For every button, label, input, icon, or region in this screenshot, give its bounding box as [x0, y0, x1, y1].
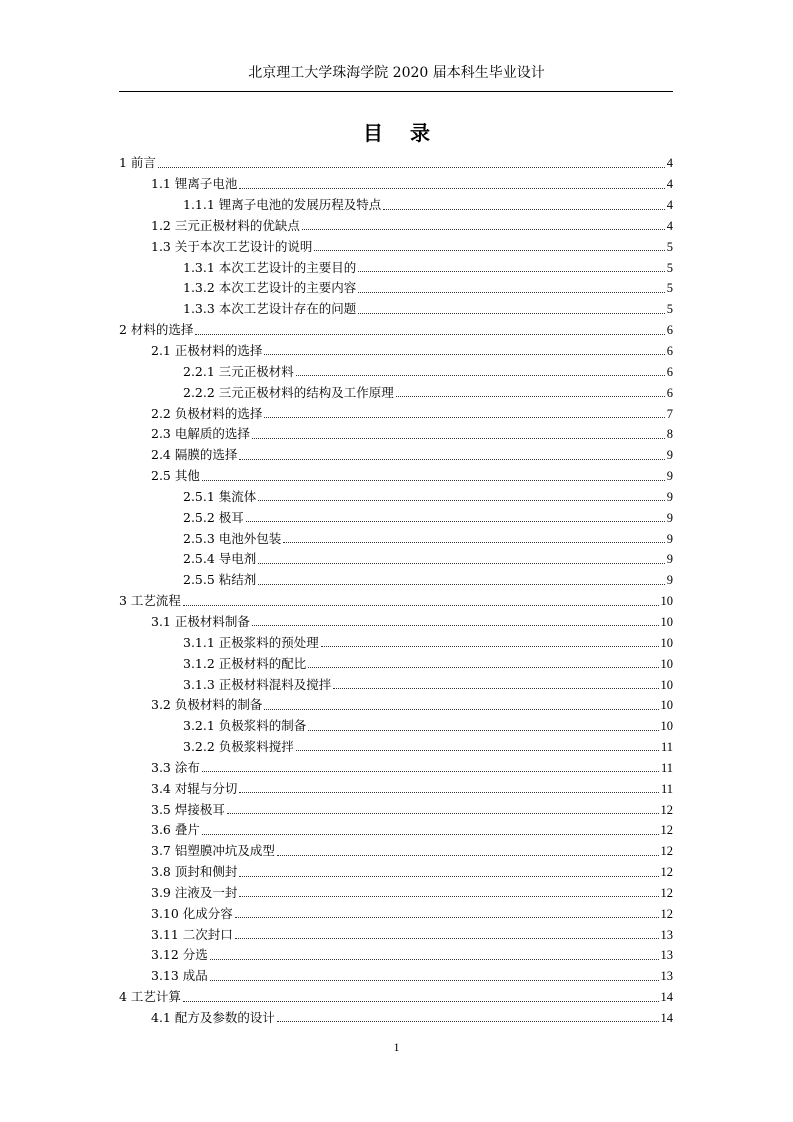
toc-entry[interactable] — [119, 632, 673, 653]
toc-entry-page: 13 — [660, 969, 673, 984]
toc-entry[interactable] — [119, 841, 673, 862]
dot-leader — [252, 625, 659, 626]
dot-leader — [258, 563, 664, 564]
toc-entry[interactable] — [119, 507, 673, 528]
dot-leader — [239, 896, 658, 897]
toc-entry[interactable] — [119, 966, 673, 987]
toc-entry-page: 13 — [660, 927, 673, 942]
toc-entry-page: 11 — [660, 760, 673, 775]
toc-entry[interactable] — [119, 945, 673, 966]
toc-entry-page: 12 — [660, 906, 673, 921]
dot-leader — [183, 1001, 659, 1002]
toc-entry[interactable] — [119, 570, 673, 591]
toc-entry[interactable] — [119, 216, 673, 237]
toc-entry-label: 2.5.3 电池外包装 — [183, 530, 282, 546]
toc-entry[interactable] — [119, 341, 673, 362]
dot-leader — [202, 480, 665, 481]
toc-entry-label: 1 前言 — [119, 155, 156, 171]
toc-entry-label: 2.2 负极材料的选择 — [151, 405, 263, 421]
toc-entry[interactable] — [119, 528, 673, 549]
toc-entry[interactable] — [119, 236, 673, 257]
toc-entry-label: 2.3 电解质的选择 — [151, 426, 250, 442]
toc-entry-label: 3.3 涂布 — [151, 759, 200, 775]
toc-entry-label: 4.1 配方及参数的设计 — [151, 1010, 275, 1026]
toc-entry-page: 10 — [660, 719, 673, 734]
toc-entry[interactable] — [119, 195, 673, 216]
toc-entry[interactable] — [119, 653, 673, 674]
toc-entry-label: 3.4 对辊与分切 — [151, 780, 238, 796]
toc-entry-page: 9 — [666, 489, 673, 504]
toc-entry-label: 3.1.1 正极浆料的预处理 — [183, 634, 319, 650]
toc-entry-page: 10 — [660, 656, 673, 671]
toc-entry-page: 4 — [666, 198, 673, 213]
dot-leader — [283, 542, 664, 543]
toc-entry-label: 3.7 铝塑膜冲坑及成型 — [151, 843, 275, 859]
toc-entry-page: 5 — [666, 302, 673, 317]
toc-entry[interactable] — [119, 674, 673, 695]
toc-entry-page: 5 — [666, 260, 673, 275]
toc-entry-label: 2.5 其他 — [151, 468, 200, 484]
dot-leader — [277, 1021, 659, 1022]
toc-entry-page: 12 — [660, 802, 673, 817]
dot-leader — [308, 667, 658, 668]
toc-entry-page: 9 — [666, 531, 673, 546]
toc-entry-page: 5 — [666, 281, 673, 296]
toc-entry-page: 6 — [666, 385, 673, 400]
toc-entry[interactable] — [119, 757, 673, 778]
toc-entry-page: 12 — [660, 865, 673, 880]
toc-entry[interactable] — [119, 862, 673, 883]
toc-entry-label: 3.10 化成分容 — [151, 905, 233, 921]
toc-entry-label: 1.2 三元正极材料的优缺点 — [151, 217, 300, 233]
dot-leader — [358, 292, 664, 293]
dot-leader — [239, 188, 664, 189]
toc-entry-label: 3.6 叠片 — [151, 822, 200, 838]
toc-entry[interactable] — [119, 278, 673, 299]
dot-leader — [195, 334, 664, 335]
toc-entry[interactable] — [119, 924, 673, 945]
dot-leader — [308, 730, 658, 731]
toc-entry-label: 2.5.2 极耳 — [183, 509, 244, 525]
toc-entry[interactable] — [119, 987, 673, 1008]
page-number: 1 — [393, 1040, 400, 1054]
header-divider — [119, 91, 673, 92]
toc-entry-page: 10 — [660, 614, 673, 629]
toc-entry-label: 1.1.1 锂离子电池的发展历程及特点 — [183, 197, 382, 213]
toc-entry-label: 3.2.2 负极浆料搅拌 — [183, 739, 294, 755]
toc-entry[interactable] — [119, 174, 673, 195]
toc-entry-label: 1.3 关于本次工艺设计的说明 — [151, 238, 313, 254]
toc-entry-page: 4 — [666, 156, 673, 171]
toc-entry[interactable] — [119, 487, 673, 508]
toc-entry-page: 7 — [666, 406, 673, 421]
toc-entry[interactable] — [119, 737, 673, 758]
toc-entry-page: 9 — [666, 469, 673, 484]
dot-leader — [321, 646, 659, 647]
toc-entry-page: 10 — [660, 677, 673, 692]
toc-entry-page: 6 — [666, 323, 673, 338]
toc-entry[interactable] — [119, 382, 673, 403]
dot-leader — [227, 813, 659, 814]
toc-entry[interactable] — [119, 424, 673, 445]
toc-entry-page: 5 — [666, 239, 673, 254]
toc-entry-label: 2.5.4 导电剂 — [183, 551, 257, 567]
toc-entry-page: 8 — [666, 427, 673, 442]
toc-entry-page: 12 — [660, 885, 673, 900]
dot-leader — [264, 709, 658, 710]
dot-leader — [235, 917, 659, 918]
dot-leader — [383, 209, 664, 210]
dot-leader — [296, 375, 665, 376]
toc-entry-page: 9 — [666, 573, 673, 588]
toc-entry-page: 10 — [660, 698, 673, 713]
toc-entry[interactable] — [119, 549, 673, 570]
toc-entry-label: 3.9 注液及一封 — [151, 884, 238, 900]
toc-entry[interactable] — [119, 883, 673, 904]
toc-entry[interactable] — [119, 716, 673, 737]
toc-entry-page: 12 — [660, 823, 673, 838]
toc-entry-label: 3.2.1 负极浆料的制备 — [183, 718, 307, 734]
toc-entry-label: 2.2.1 三元正极材料 — [183, 363, 294, 379]
toc-entry-page: 10 — [660, 594, 673, 609]
toc-entry-label: 3.12 分选 — [151, 947, 208, 963]
toc-entry-label: 1.3.1 本次工艺设计的主要目的 — [183, 259, 357, 275]
toc-entry-page: 14 — [660, 1011, 673, 1026]
toc-entry-label: 3.11 二次封口 — [151, 926, 233, 942]
toc-entry[interactable] — [119, 695, 673, 716]
dot-leader — [202, 834, 659, 835]
dot-leader — [158, 167, 665, 168]
toc-entry-label: 1.3.3 本次工艺设计存在的问题 — [183, 301, 357, 317]
toc-entry-page: 9 — [666, 552, 673, 567]
dot-leader — [239, 876, 658, 877]
toc-entry-label: 4 工艺计算 — [119, 989, 181, 1005]
toc-entry-page: 13 — [660, 948, 673, 963]
dot-leader — [202, 771, 659, 772]
toc-entry-page: 11 — [660, 781, 673, 796]
toc-entry-page: 12 — [660, 844, 673, 859]
toc-entry[interactable] — [119, 257, 673, 278]
toc-entry[interactable] — [119, 612, 673, 633]
page-title: 目 录 — [363, 121, 440, 145]
toc-entry-page: 9 — [666, 448, 673, 463]
dot-leader — [252, 438, 665, 439]
toc-entry-label: 3.1 正极材料制备 — [151, 613, 250, 629]
dot-leader — [358, 313, 664, 314]
dot-leader — [210, 980, 659, 981]
dot-leader — [296, 750, 659, 751]
dot-leader — [239, 792, 659, 793]
toc-entry-page: 10 — [660, 635, 673, 650]
toc-entry-label: 3.1.2 正极材料的配比 — [183, 655, 307, 671]
toc-entry[interactable] — [119, 445, 673, 466]
toc-entry[interactable] — [119, 403, 673, 424]
dot-leader — [302, 229, 665, 230]
dot-leader — [333, 688, 658, 689]
toc-entry-label: 2.1 正极材料的选择 — [151, 343, 263, 359]
toc-entry-label: 1.1 锂离子电池 — [151, 176, 238, 192]
toc-entry-label: 2 材料的选择 — [119, 322, 194, 338]
toc-entry-label: 2.5.5 粘结剂 — [183, 572, 257, 588]
toc-entry[interactable] — [119, 1008, 673, 1029]
toc-entry-page: 9 — [666, 510, 673, 525]
toc-entry-page: 6 — [666, 364, 673, 379]
running-header: 北京理工大学珠海学院 2020 届本科生毕业设计 — [248, 65, 545, 81]
toc-entry-page: 4 — [666, 218, 673, 233]
toc-entry[interactable] — [119, 466, 673, 487]
toc-entry[interactable] — [119, 153, 673, 174]
dot-leader — [314, 250, 664, 251]
toc-entry[interactable] — [119, 299, 673, 320]
toc-entry[interactable] — [119, 820, 673, 841]
dot-leader — [277, 855, 659, 856]
toc-entry-page: 6 — [666, 344, 673, 359]
dot-leader — [264, 417, 664, 418]
dot-leader — [358, 271, 664, 272]
toc-entry-page: 14 — [660, 990, 673, 1005]
toc-entry-label: 3.1.3 正极材料混料及搅拌 — [183, 676, 332, 692]
toc-entry-label: 3.5 焊接极耳 — [151, 801, 225, 817]
toc-entry-page: 11 — [660, 740, 673, 755]
dot-leader — [258, 584, 664, 585]
toc-entry-label: 3.2 负极材料的制备 — [151, 697, 263, 713]
dot-leader — [396, 396, 665, 397]
toc-entry-page: 4 — [666, 177, 673, 192]
toc-entry-label: 2.5.1 集流体 — [183, 488, 257, 504]
toc-entry-label: 3 工艺流程 — [119, 593, 181, 609]
toc-entry-label: 3.8 顶封和侧封 — [151, 864, 238, 880]
dot-leader — [235, 938, 659, 939]
dot-leader — [210, 959, 659, 960]
dot-leader — [183, 605, 659, 606]
toc-entry-label: 2.4 隔膜的选择 — [151, 447, 238, 463]
toc-entry[interactable] — [119, 361, 673, 382]
toc-entry-label: 3.13 成品 — [151, 968, 208, 984]
dot-leader — [246, 521, 665, 522]
toc-entry[interactable] — [119, 778, 673, 799]
toc-entry-label: 1.3.2 本次工艺设计的主要内容 — [183, 280, 357, 296]
dot-leader — [264, 354, 664, 355]
toc-entry-label: 2.2.2 三元正极材料的结构及工作原理 — [183, 384, 394, 400]
toc-entry[interactable] — [119, 591, 673, 612]
toc-entry[interactable] — [119, 903, 673, 924]
toc-entry[interactable] — [119, 320, 673, 341]
toc-entry[interactable] — [119, 799, 673, 820]
table-of-contents — [119, 153, 673, 1028]
dot-leader — [258, 500, 664, 501]
dot-leader — [239, 459, 664, 460]
